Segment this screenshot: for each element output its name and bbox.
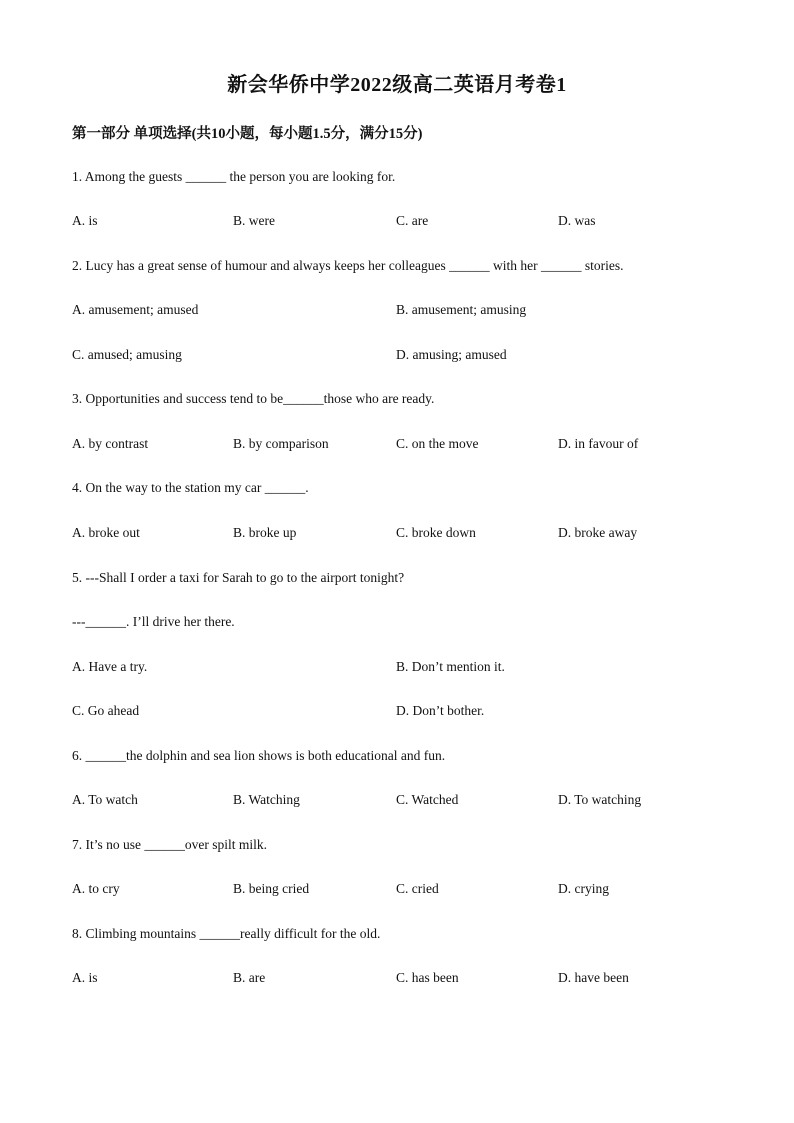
page-title: 新会华侨中学2022级高二英语月考卷1 — [227, 74, 567, 96]
question-3-options — [72, 436, 732, 456]
question-8-options — [72, 970, 732, 990]
option-c[interactable]: C. has been — [396, 970, 459, 985]
question-6-stem: 6. ______the dolphin and sea lion shows is both educational and fun. — [72, 748, 446, 763]
option-a[interactable]: A. broke out — [72, 525, 140, 540]
option-a[interactable]: A. is — [72, 970, 98, 985]
option-d[interactable]: D. have been — [558, 970, 629, 985]
option-c[interactable]: C. Go ahead — [72, 703, 140, 718]
option-d[interactable]: D. was — [558, 213, 596, 228]
option-b[interactable]: B. being cried — [233, 881, 310, 896]
option-b[interactable]: B. Don’t mention it. — [396, 659, 505, 674]
option-b[interactable]: B. were — [233, 213, 275, 228]
question-1-stem: 1. Among the guests ______ the person you are looking for. — [72, 169, 396, 184]
option-c[interactable]: C. cried — [396, 881, 439, 896]
question-7-options — [72, 881, 732, 901]
question-4-options — [72, 525, 732, 545]
question-4-stem: 4. On the way to the station my car ______. — [72, 480, 309, 495]
question-5-stem: 5. ---Shall I order a taxi for Sarah to go to the airport tonight? — [72, 570, 405, 585]
question-8-stem: 8. Climbing mountains ______really difficult for the old. — [72, 926, 381, 941]
question-2-options-row2 — [72, 347, 732, 367]
option-c[interactable]: C. are — [396, 213, 429, 228]
option-a[interactable]: A. is — [72, 213, 98, 228]
option-a[interactable]: A. Have a try. — [72, 659, 148, 674]
option-c[interactable]: C. amused; amusing — [72, 347, 182, 362]
option-d[interactable]: D. amusing; amused — [396, 347, 507, 362]
option-a[interactable]: A. by contrast — [72, 436, 149, 451]
option-b[interactable]: B. are — [233, 970, 266, 985]
question-5-response: ---______. I’ll drive her there. — [72, 614, 235, 629]
option-b[interactable]: B. Watching — [233, 792, 300, 807]
option-d[interactable]: D. To watching — [558, 792, 642, 807]
option-a[interactable]: A. to cry — [72, 881, 120, 896]
question-2-stem: 2. Lucy has a great sense of humour and always keeps her colleagues ______ with her ______ stories. — [72, 258, 624, 273]
option-d[interactable]: D. broke away — [558, 525, 638, 540]
question-5-options-row2 — [72, 703, 732, 723]
option-d[interactable]: D. crying — [558, 881, 609, 896]
question-7-stem: 7. It’s no use ______over spilt milk. — [72, 837, 267, 852]
question-2-options-row1 — [72, 302, 732, 322]
question-1-options — [72, 213, 732, 233]
option-c[interactable]: C. Watched — [396, 792, 459, 807]
question-6-options — [72, 792, 732, 812]
section-heading: 第一部分 单项选择(共10小题，每小题1.5分，满分15分) — [72, 126, 423, 142]
option-b[interactable]: B. amusement; amusing — [396, 302, 527, 317]
option-b[interactable]: B. by comparison — [233, 436, 329, 451]
option-a[interactable]: A. To watch — [72, 792, 138, 807]
option-b[interactable]: B. broke up — [233, 525, 297, 540]
option-d[interactable]: D. Don’t bother. — [396, 703, 485, 718]
question-5-options-row1 — [72, 659, 732, 679]
option-c[interactable]: C. on the move — [396, 436, 479, 451]
option-c[interactable]: C. broke down — [396, 525, 476, 540]
question-3-stem: 3. Opportunities and success tend to be______those who are ready. — [72, 391, 435, 406]
option-a[interactable]: A. amusement; amused — [72, 302, 199, 317]
option-d[interactable]: D. in favour of — [558, 436, 639, 451]
